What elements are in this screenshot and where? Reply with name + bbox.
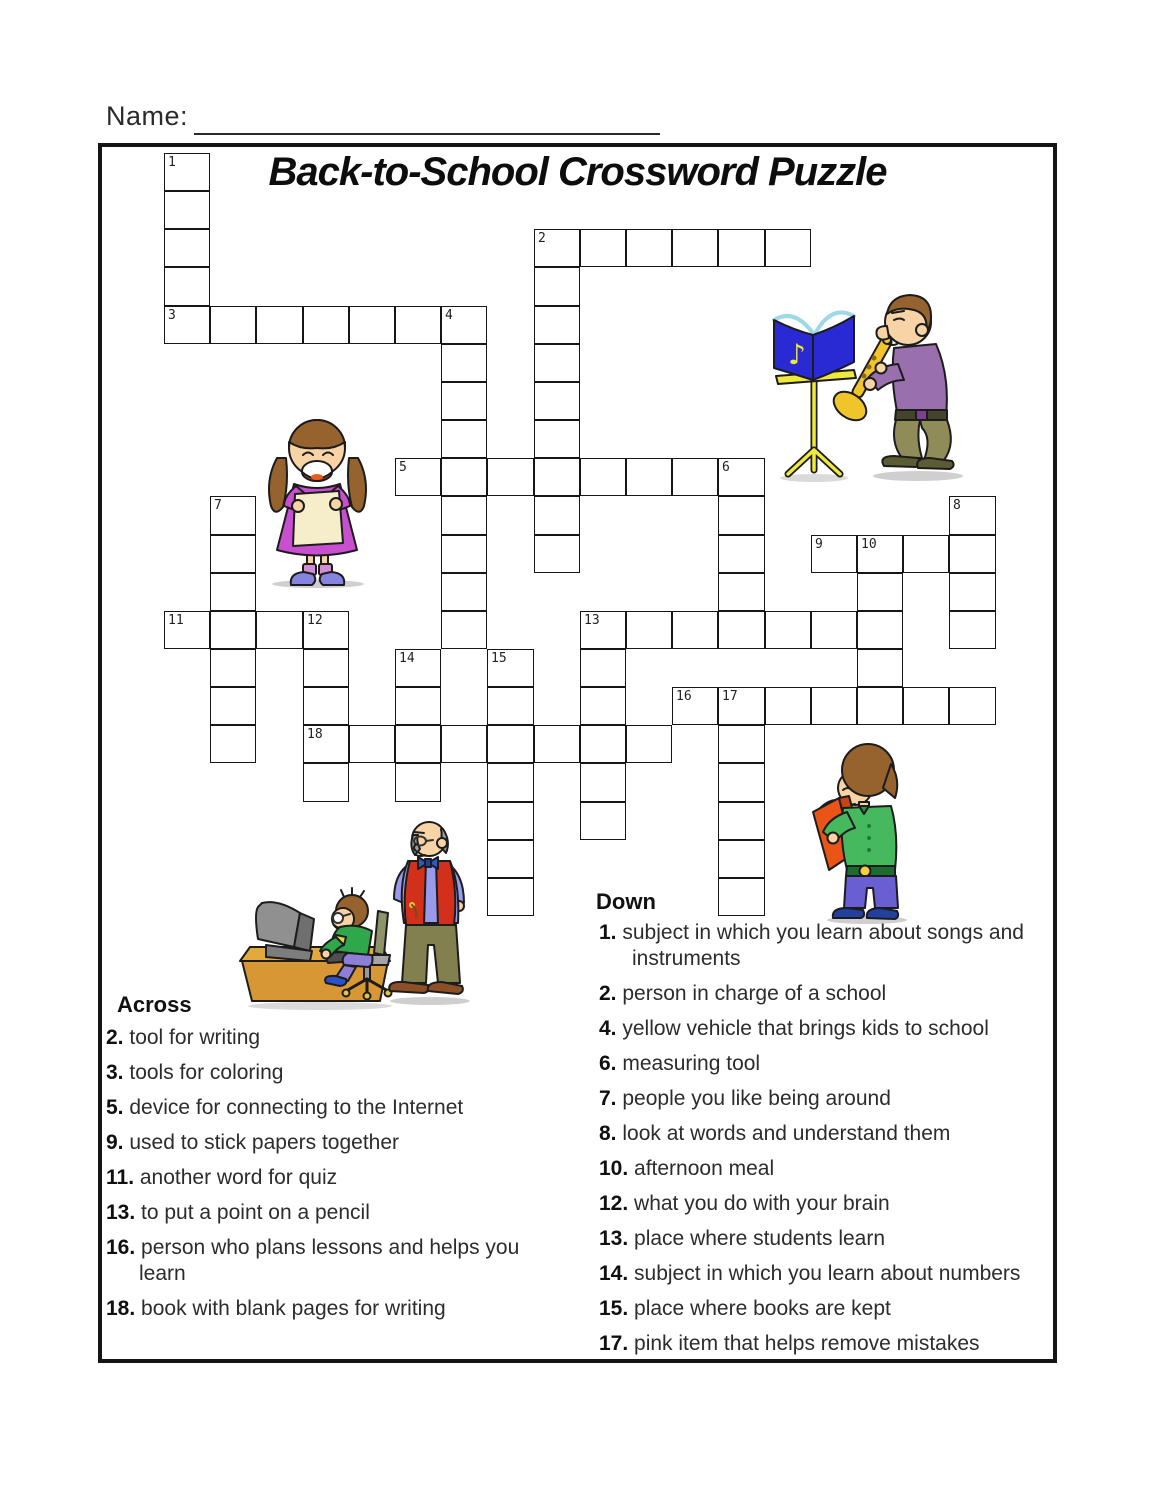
across-clue-16 xyxy=(106,1235,551,1287)
clue-number: 11. xyxy=(106,1166,140,1189)
cell-number: 4 xyxy=(445,308,453,323)
clipart-musician-with-music-stand xyxy=(766,280,966,485)
across-clue-5 xyxy=(106,1095,551,1121)
clue-number: 14. xyxy=(599,1262,635,1285)
name-blank-line xyxy=(194,99,660,135)
down-clue-12 xyxy=(599,1191,1054,1217)
clue-text: subject in which you learn about numbers xyxy=(634,1262,1021,1285)
clue-text: book with blank pages for writing xyxy=(141,1297,446,1320)
clue-number: 1. xyxy=(599,921,623,944)
clue-number: 2. xyxy=(599,982,623,1005)
clue-text: place where students learn xyxy=(634,1227,886,1250)
clue-text: used to stick papers together xyxy=(129,1131,400,1154)
cell-number: 18 xyxy=(307,727,323,742)
clue-text: device for connecting to the Internet xyxy=(129,1096,464,1119)
cell-number: 17 xyxy=(722,689,738,704)
across-clue-18 xyxy=(106,1296,551,1322)
across-clue-list xyxy=(106,1025,551,1331)
down-clue-1 xyxy=(599,920,1054,972)
down-clue-15 xyxy=(599,1296,1054,1322)
cell-number: 16 xyxy=(676,689,692,704)
clue-number: 2. xyxy=(106,1026,130,1049)
cell-number: 10 xyxy=(861,537,877,552)
across-clue-9 xyxy=(106,1130,551,1156)
clue-number: 6. xyxy=(599,1052,623,1075)
cell-number: 3 xyxy=(168,308,176,323)
across-clue-3 xyxy=(106,1060,551,1086)
clue-number: 5. xyxy=(106,1096,130,1119)
cell-number: 5 xyxy=(399,460,407,475)
clue-text: people you like being around xyxy=(622,1087,891,1110)
clue-text: person in charge of a school xyxy=(622,982,887,1005)
clue-text: look at words and understand them xyxy=(622,1122,951,1145)
down-clue-13 xyxy=(599,1226,1054,1252)
name-label: Name: xyxy=(106,101,189,131)
clue-text: another word for quiz xyxy=(139,1166,338,1189)
clue-number: 7. xyxy=(599,1087,623,1110)
svg-text:♪: ♪ xyxy=(788,338,806,371)
down-clue-14 xyxy=(599,1261,1054,1287)
clue-text: measuring tool xyxy=(622,1052,761,1075)
clue-text: tools for coloring xyxy=(129,1061,284,1084)
clipart-boy-reading-book xyxy=(805,742,925,924)
cell-number: 13 xyxy=(584,613,600,628)
cell-number: 14 xyxy=(399,651,415,666)
cell-number: 15 xyxy=(491,651,507,666)
clue-number: 3. xyxy=(106,1061,130,1084)
down-clue-8 xyxy=(599,1121,1054,1147)
clue-text: tool for writing xyxy=(129,1026,261,1049)
down-clue-10 xyxy=(599,1156,1054,1182)
clue-text: subject in which you learn about songs and instruments xyxy=(622,921,1024,970)
clue-number: 18. xyxy=(106,1297,142,1320)
clue-text: what you do with your brain xyxy=(634,1192,890,1215)
across-clue-11 xyxy=(106,1165,551,1191)
clue-number: 4. xyxy=(599,1017,623,1040)
clue-number: 10. xyxy=(599,1157,635,1180)
cell-number: 11 xyxy=(168,613,184,628)
clue-number: 17. xyxy=(599,1332,635,1355)
clue-number: 16. xyxy=(106,1236,142,1259)
cell-number: 8 xyxy=(953,498,961,513)
down-clue-17 xyxy=(599,1331,1054,1357)
clue-number: 12. xyxy=(599,1192,635,1215)
clue-text: yellow vehicle that brings kids to school xyxy=(622,1017,989,1040)
clue-text: to put a point on a pencil xyxy=(141,1201,370,1224)
clipart-girl-holding-paper xyxy=(260,400,375,590)
down-clue-2 xyxy=(599,981,1054,1007)
clue-number: 8. xyxy=(599,1122,623,1145)
cell-number: 12 xyxy=(307,613,323,628)
page-title: Back-to-School Crossword Puzzle xyxy=(268,150,887,194)
clue-text: afternoon meal xyxy=(634,1157,775,1180)
down-clue-list xyxy=(599,920,1054,1366)
clue-number: 13. xyxy=(599,1227,635,1250)
down-header: Down xyxy=(596,889,656,914)
clipart-boy-at-computer-with-teacher xyxy=(232,813,472,1013)
clue-text: pink item that helps remove mistakes xyxy=(634,1332,980,1355)
down-clue-4 xyxy=(599,1016,1054,1042)
clue-text: person who plans lessons and helps you learn xyxy=(139,1236,520,1285)
clue-number: 15. xyxy=(599,1297,635,1320)
across-header: Across xyxy=(117,992,192,1017)
clue-number: 9. xyxy=(106,1131,130,1154)
across-clue-2 xyxy=(106,1025,551,1051)
clue-number: 13. xyxy=(106,1201,142,1224)
cell-number: 1 xyxy=(168,155,176,170)
down-clue-7 xyxy=(599,1086,1054,1112)
clue-text: place where books are kept xyxy=(634,1297,891,1320)
across-clue-13 xyxy=(106,1200,551,1226)
down-clue-6 xyxy=(599,1051,1054,1077)
cell-number: 6 xyxy=(722,460,730,475)
cell-number: 7 xyxy=(214,498,222,513)
cell-number: 9 xyxy=(815,537,823,552)
cell-number: 2 xyxy=(538,231,546,246)
